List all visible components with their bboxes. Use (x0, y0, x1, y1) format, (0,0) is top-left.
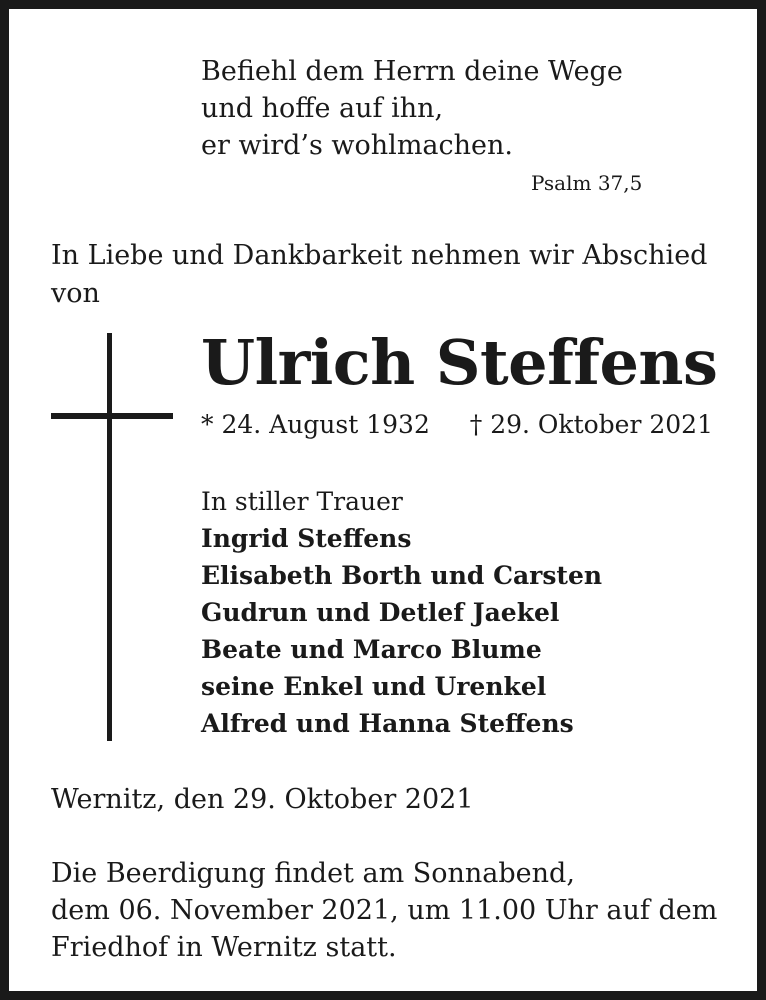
funeral-line: Die Beerdigung findet am Sonnabend, (51, 858, 575, 889)
cross-vertical-bar (107, 333, 112, 741)
mourner-name: Elisabeth Borth und Carsten (201, 561, 603, 590)
mourner-name: Ingrid Steffens (201, 524, 412, 553)
bible-verse (201, 53, 623, 164)
mourner-name: seine Enkel und Urenkel (201, 672, 547, 701)
cross-horizontal-bar (51, 413, 173, 419)
mourners-lead: In stiller Trauer (201, 487, 403, 516)
funeral-line: dem 06. November 2021, um 11.00 Uhr auf dem (51, 895, 718, 926)
mourner-name: Alfred und Hanna Steffens (201, 709, 574, 738)
mourner-name: Beate und Marco Blume (201, 635, 542, 664)
verse-line: und hoffe auf ihn, (201, 93, 444, 124)
mourners-list (201, 483, 602, 742)
deceased-name: Ulrich Steffens (201, 326, 718, 399)
funeral-line: Friedhof in Wernitz statt. (51, 932, 397, 963)
verse-line: er wird’s wohlmachen. (201, 130, 513, 161)
verse-line: Befiehl dem Herrn deine Wege (201, 56, 623, 87)
death-date: † 29. Oktober 2021 (469, 410, 713, 439)
birth-date: * 24. August 1932 (201, 410, 430, 439)
intro-text: In Liebe und Dankbarkeit nehmen wir Abschied von (51, 240, 708, 309)
funeral-notice (51, 855, 741, 966)
verse-reference: Psalm 37,5 (531, 171, 643, 195)
mourner-name: Gudrun und Detlef Jaekel (201, 598, 560, 627)
place-and-date: Wernitz, den 29. Oktober 2021 (51, 784, 474, 815)
